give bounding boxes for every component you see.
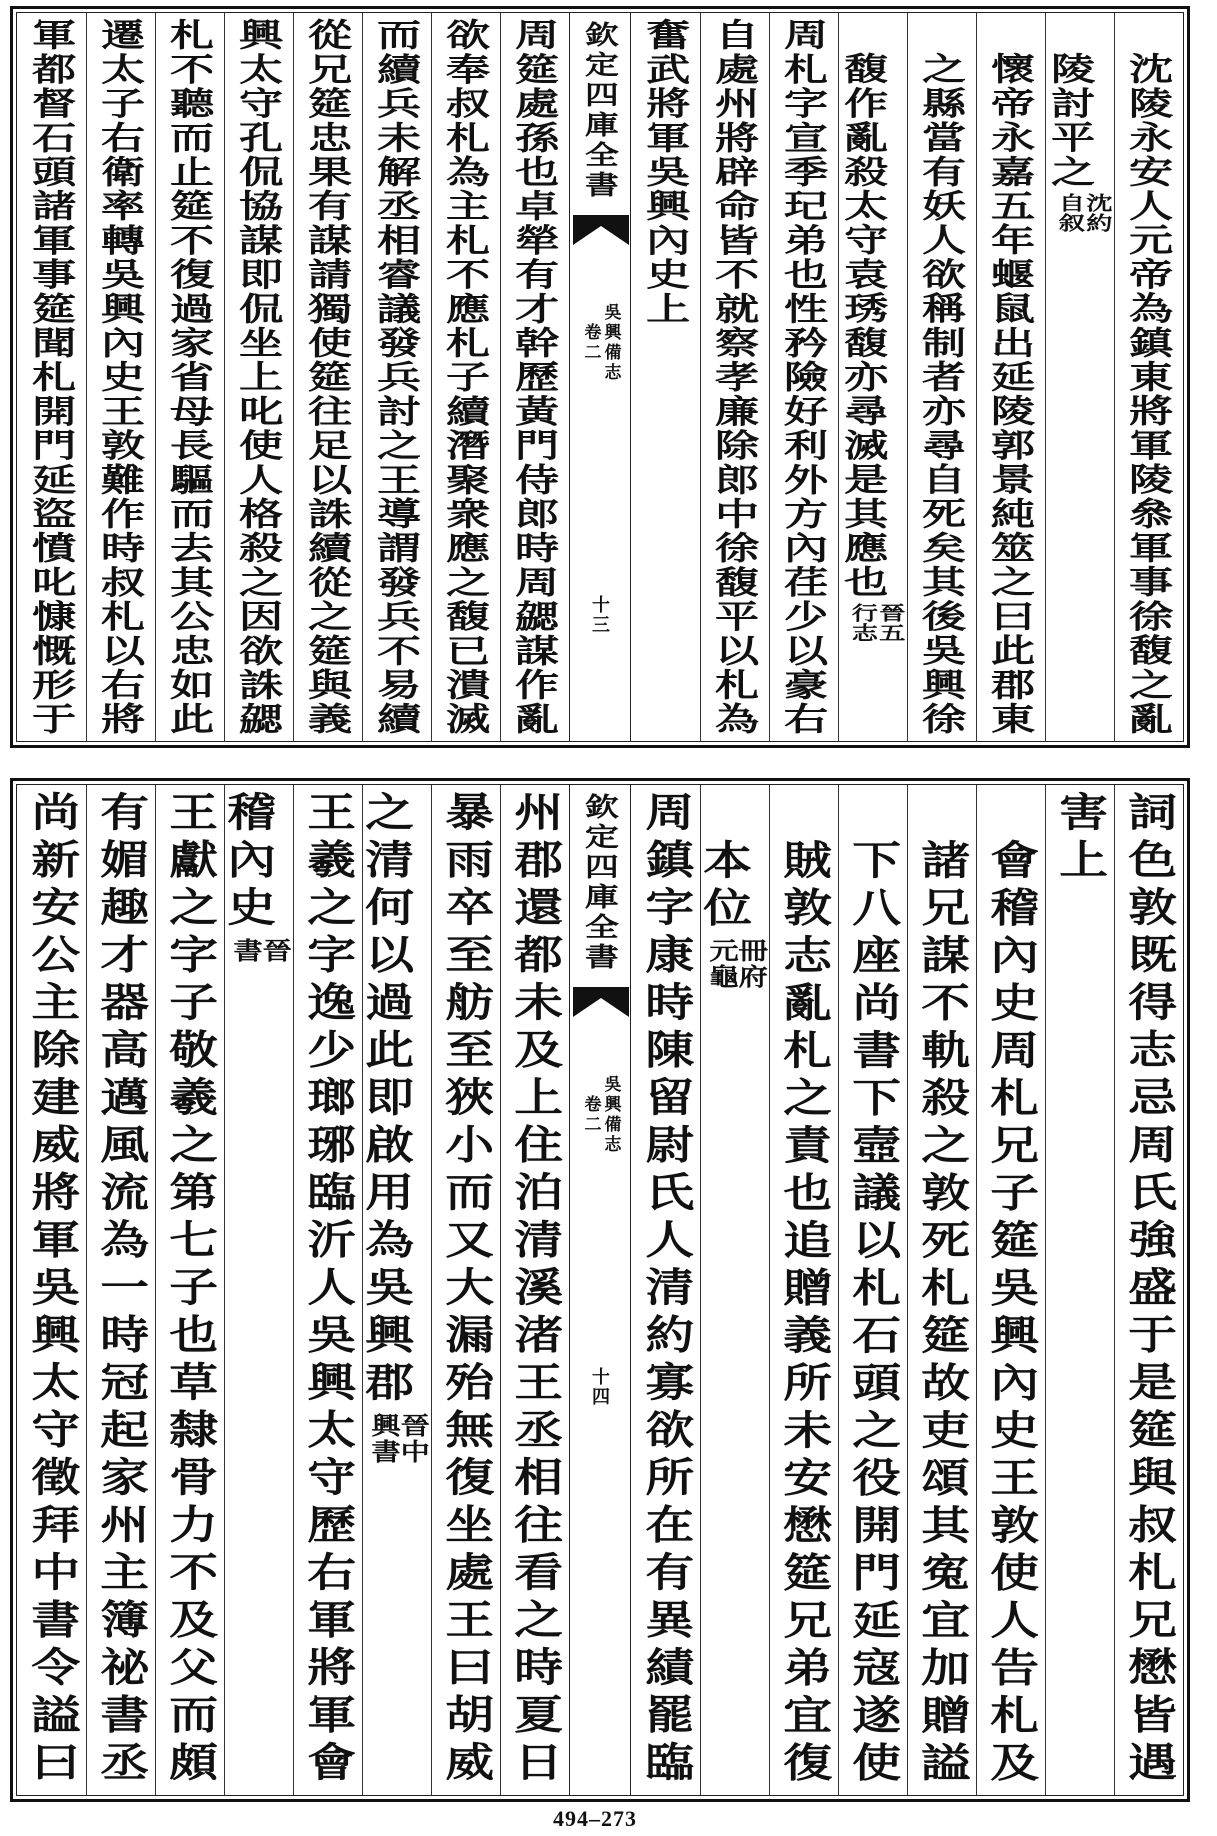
column-text: 諸兄謀不軌殺之敦死札筵故吏頌其寃宜加贈謚 xyxy=(913,838,971,1789)
column-text: 王獻之字子敬羲之第七子也草隸骨力不及父而頗 xyxy=(161,791,219,1789)
text-column xyxy=(155,785,224,1795)
column-text: 欲奉叔札為主札不應札子續潛聚衆應之馥已潰滅 xyxy=(439,18,492,737)
column-text: 從兄筵忠果有謀請獨使筵往足以誅續從之筵與義 xyxy=(301,18,354,737)
text-column xyxy=(631,785,700,1795)
column-text: 詞色敦既得志忌周氏強盛于是筵與叔札兄懋皆遇 xyxy=(1120,791,1178,1789)
text-column xyxy=(293,785,362,1795)
book-title: 吳興備志 xyxy=(600,303,621,383)
text-column xyxy=(219,785,293,1795)
volume-label: 卷二 xyxy=(580,1095,601,1135)
column-text: 周筵處孫也卓犖有才幹歷黃門侍郎時周勰謀作亂 xyxy=(508,18,561,737)
column-text: 興太守孔侃協謀即侃坐上叱使人格殺之因欲誅勰 xyxy=(232,18,285,737)
column-text: 王羲之字逸少瑯琊臨沂人吳興太守歷右軍將軍會 xyxy=(299,791,357,1789)
right-leaf xyxy=(631,785,1183,1795)
leaf-number: 十三 xyxy=(589,595,610,635)
text-column xyxy=(86,785,155,1795)
source-note-line: 晉中 xyxy=(395,1412,431,1465)
text-column xyxy=(500,785,569,1795)
text-column xyxy=(769,785,838,1795)
column-text: 州郡還都未及上住泊清溪渚王丞相往看之時夏日 xyxy=(506,791,564,1789)
column-text: 周札字宣季玘弟也性矜險好利外方內荏少以豪右 xyxy=(777,18,830,737)
column-text: 遷太子右衛率轉吳興內史王敦難作時叔札以右將 xyxy=(94,18,147,737)
scan-panel-top xyxy=(10,6,1190,748)
column-text: 軍都督石頭諸軍事筵聞札開門延盜憤叱慷慨形于 xyxy=(25,18,78,737)
source-note xyxy=(1054,193,1113,233)
book-title: 吳興備志 xyxy=(600,1075,621,1155)
source-note-line: 晉五 xyxy=(875,603,906,644)
column-text: 之縣當有妖人欲稱制者亦尋自死矣其後吳興徐 xyxy=(915,52,968,737)
text-column xyxy=(357,785,431,1795)
text-column xyxy=(17,13,86,741)
column-text: 陵討平之 xyxy=(1044,52,1097,189)
text-column xyxy=(838,785,907,1795)
source-note xyxy=(847,603,906,644)
text-column xyxy=(631,13,700,741)
text-column xyxy=(976,785,1045,1795)
center-fold xyxy=(569,785,631,1795)
panel-frame xyxy=(16,12,1184,742)
volume-label: 卷二 xyxy=(580,323,601,363)
right-leaf xyxy=(631,13,1183,741)
column-text: 周鎮字康時陳留尉氏人清約寡欲所在有異績罷臨 xyxy=(637,791,695,1789)
source-note-line: 興書 xyxy=(365,1412,402,1465)
column-text: 之清何以過此即啟用為吳興郡 xyxy=(357,791,415,1409)
column-text: 本位 xyxy=(695,838,753,934)
fishtail-icon xyxy=(570,985,632,1019)
source-note-line: 書 xyxy=(227,937,264,964)
column-text: 暴雨卒至舫至狹小而又大漏殆無復坐處王曰胡威 xyxy=(437,791,495,1789)
text-column xyxy=(695,785,769,1795)
page-number: 494–273 xyxy=(553,1806,637,1831)
source-note xyxy=(365,1412,431,1465)
column-text: 會稽內史周札兄子筵吳興內史王敦使人告札及 xyxy=(982,838,1040,1789)
scan-panel-bottom xyxy=(10,778,1190,1802)
column-text: 札不聽而止筵不復過家省母長驅而去其公忠如此 xyxy=(163,18,216,737)
text-column xyxy=(907,785,976,1795)
source-note-line: 元龜 xyxy=(703,937,740,990)
source-note-line: 冊府 xyxy=(733,937,769,990)
column-text: 尚新安公主除建威將軍吳興太守徵拜中書令謚曰 xyxy=(23,791,81,1789)
column-body xyxy=(9,785,93,1795)
source-note xyxy=(227,937,293,964)
column-text: 有媚趣才器高邁風流為一時冠起家州主簿祕書丞 xyxy=(92,791,150,1789)
column-text: 馥作亂殺太守袁琇馥亦尋滅是其應也 xyxy=(837,52,890,600)
column-text: 懷帝永嘉五年蝘鼠出延陵郭景純筮之曰此郡東 xyxy=(984,52,1037,737)
column-text: 害上 xyxy=(1051,791,1109,886)
source-note-line: 自叙 xyxy=(1054,193,1085,233)
source-note-line: 行志 xyxy=(847,603,878,644)
text-column xyxy=(431,785,500,1795)
column-text: 賊敦志亂札之責也追贈義所未安懋筵兄弟宜復 xyxy=(775,838,833,1789)
collection-title: 欽定四庫全書 xyxy=(579,793,619,973)
column-text: 沈陵永安人元帝為鎮東將軍陵叅軍事徐馥之亂 xyxy=(1122,52,1175,737)
source-note xyxy=(703,937,769,990)
collection-title: 欽定四庫全書 xyxy=(579,21,619,201)
panel-frame xyxy=(16,784,1184,1796)
left-leaf xyxy=(17,13,569,741)
book-label xyxy=(570,1075,630,1155)
left-leaf xyxy=(17,785,569,1795)
column-text: 而續兵未解丞相睿議發兵討之王導謂發兵不易續 xyxy=(370,18,423,737)
column-body xyxy=(4,13,99,741)
source-note-line: 沈約 xyxy=(1082,193,1113,233)
column-text: 下八座尚書下壼議以札石頭之役開門延寇遂使 xyxy=(844,838,902,1789)
leaf-number: 十四 xyxy=(589,1367,610,1407)
source-note-line: 晉 xyxy=(257,937,293,964)
text-column xyxy=(17,785,86,1795)
text-column xyxy=(1114,785,1183,1795)
column-text: 自處州將辟命皆不就察孝廉除郎中徐馥平以札為 xyxy=(708,18,761,737)
column-text: 奮武將軍吳興內史上 xyxy=(639,18,692,326)
text-column xyxy=(1045,785,1114,1795)
column-text: 稽內史 xyxy=(219,791,277,934)
